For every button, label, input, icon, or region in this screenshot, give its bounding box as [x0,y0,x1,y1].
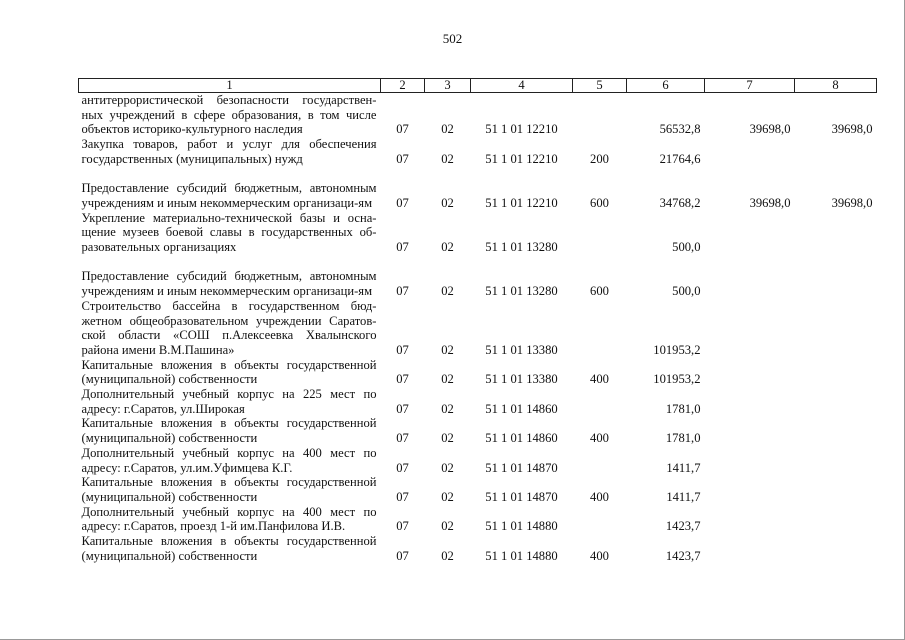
expense-type-code: 400 [590,372,609,387]
budget-table [78,78,877,563]
section-code: 07 [396,489,409,504]
amount-col6: 500,0 [672,284,701,299]
expense-type-code: 200 [590,151,609,166]
expense-type-code: 600 [590,284,609,299]
subsection-code: 02 [441,489,454,504]
row-description: Предоставление субсидий бюджетным, автономным учреждениям и иным некоммерческим организаци-ям [81,181,377,210]
page-number: 502 [442,31,463,46]
amount-col6: 1423,7 [665,548,701,563]
amount-col7: 39698,0 [749,122,791,137]
subsection-code: 02 [441,372,454,387]
amount-col8 [795,475,877,504]
subsection-code: 02 [441,240,454,255]
target-article-code: 51 1 01 14880 [485,548,558,563]
column-header: 4 [471,79,573,93]
target-article-code: 51 1 01 13380 [485,372,558,387]
section-code: 07 [396,195,409,210]
expense-type-code: 400 [590,548,609,563]
amount-col8 [795,137,877,166]
amount-col6: 1781,0 [665,431,701,446]
amount-col6: 1411,7 [666,460,701,475]
column-header: 3 [425,79,471,93]
subsection-code: 02 [441,548,454,563]
subsection-code: 02 [441,519,454,534]
amount-col7 [705,446,795,475]
subsection-code: 02 [441,122,454,137]
table-row [79,255,877,299]
section-code: 07 [396,122,409,137]
table-row [79,358,877,387]
amount-col6: 56532,8 [659,122,701,137]
column-header: 5 [573,79,627,93]
amount-col8 [795,211,877,255]
subsection-code: 02 [441,342,454,357]
table-row [79,475,877,504]
table-row [79,299,877,358]
amount-col7 [705,358,795,387]
table-row [79,167,877,211]
target-article-code: 51 1 01 12210 [485,122,558,137]
amount-col6: 21764,6 [659,151,701,166]
section-code: 07 [396,548,409,563]
section-code: 07 [396,284,409,299]
table-row [79,416,877,445]
amount-col8 [795,416,877,445]
amount-col6: 34768,2 [659,195,701,210]
row-description: антитеррористической безопасности государствен-ных учреждений в сфере образования, в том числе объектов историко-культурного наследия [81,93,377,137]
amount-col8 [795,255,877,299]
row-description: Дополнительный учебный корпус на 400 мест по адресу: г.Саратов, проезд 1-й им.Панфилова И.В. [81,504,377,534]
table-row [79,93,877,138]
subsection-code: 02 [441,431,454,446]
expense-type-code: 600 [590,195,609,210]
amount-col8 [795,387,877,416]
column-header: 1 [79,79,381,93]
target-article-code: 51 1 01 13380 [485,342,558,357]
amount-col7: 39698,0 [749,195,791,210]
section-code: 07 [396,519,409,534]
target-article-code: 51 1 01 14860 [485,401,558,416]
table-row [79,534,877,563]
amount-col6: 500,0 [672,240,701,255]
amount-col6: 1411,7 [666,489,701,504]
amount-col7 [705,299,795,358]
target-article-code: 51 1 01 13280 [485,240,558,255]
section-code: 07 [396,151,409,166]
amount-col8: 39698,0 [831,122,873,137]
row-description: Капитальные вложения в объекты государственной (муниципальной) собственности [81,534,377,563]
target-article-code: 51 1 01 14860 [485,431,558,446]
amount-col8 [795,299,877,358]
section-code: 07 [396,431,409,446]
subsection-code: 02 [441,401,454,416]
row-description: Дополнительный учебный корпус на 225 мест по адресу: г.Саратов, ул.Широкая [81,387,377,416]
target-article-code: 51 1 01 14870 [485,489,558,504]
amount-col7 [705,211,795,255]
expense-type-code: 400 [590,489,609,504]
amount-col8 [795,534,877,563]
amount-col8: 39698,0 [831,195,873,210]
amount-col7 [705,534,795,563]
amount-col7 [705,416,795,445]
row-description: Капитальные вложения в объекты государственной (муниципальной) собственности [81,475,377,504]
expense-type-code [573,387,627,416]
expense-type-code [573,93,627,138]
subsection-code: 02 [441,284,454,299]
target-article-code: 51 1 01 13280 [485,284,558,299]
row-description: Закупка товаров, работ и услуг для обеспечения государственных (муниципальных) нужд [81,137,377,166]
subsection-code: 02 [441,195,454,210]
table-row [79,446,877,475]
amount-col6: 1781,0 [665,401,701,416]
amount-col6: 101953,2 [653,342,701,357]
amount-col7 [705,505,795,534]
row-description: Укрепление материально-технической базы и осна-щение музеев боевой славы в государственных об-разовательных организациях [81,210,377,255]
expense-type-code [573,446,627,475]
section-code: 07 [396,372,409,387]
target-article-code: 51 1 01 12210 [485,151,558,166]
amount-col7 [705,137,795,166]
section-code: 07 [396,460,409,475]
row-description: Дополнительный учебный корпус на 400 мест по адресу: г.Саратов, ул.им.Уфимцева К.Г. [81,445,377,475]
target-article-code: 51 1 01 14880 [485,519,558,534]
row-description: Строительство бассейна в государственном бюд-жетном общеобразовательном учреждении Саратов-ской области «СОШ п.Алексеевка Хвалынского района имени В.М.Пашина» [81,298,377,357]
column-header: 7 [705,79,795,93]
expense-type-code [573,211,627,255]
amount-col7 [705,475,795,504]
section-code: 07 [396,401,409,416]
column-header: 6 [627,79,705,93]
subsection-code: 02 [441,151,454,166]
amount-col8 [795,446,877,475]
table-row [79,387,877,416]
column-header: 8 [795,79,877,93]
expense-type-code [573,505,627,534]
row-description: Капитальные вложения в объекты государственной (муниципальной) собственности [81,416,377,446]
amount-col6: 101953,2 [653,372,701,387]
amount-col8 [795,358,877,387]
column-header: 2 [381,79,425,93]
table-header-row [79,79,877,93]
target-article-code: 51 1 01 12210 [485,195,558,210]
target-article-code: 51 1 01 14870 [485,460,558,475]
row-description: Предоставление субсидий бюджетным, автономным учреждениям и иным некоммерческим организаци-ям [81,269,377,299]
section-code: 07 [396,240,409,255]
table-row [79,505,877,534]
amount-col7 [705,255,795,299]
subsection-code: 02 [441,460,454,475]
amount-col6: 1423,7 [665,519,701,534]
expense-type-code [573,299,627,358]
row-description: Капитальные вложения в объекты государственной (муниципальной) собственности [81,357,377,387]
table-row [79,137,877,166]
section-code: 07 [396,342,409,357]
amount-col7 [705,387,795,416]
table-row [79,211,877,255]
expense-type-code: 400 [590,431,609,446]
amount-col8 [795,505,877,534]
